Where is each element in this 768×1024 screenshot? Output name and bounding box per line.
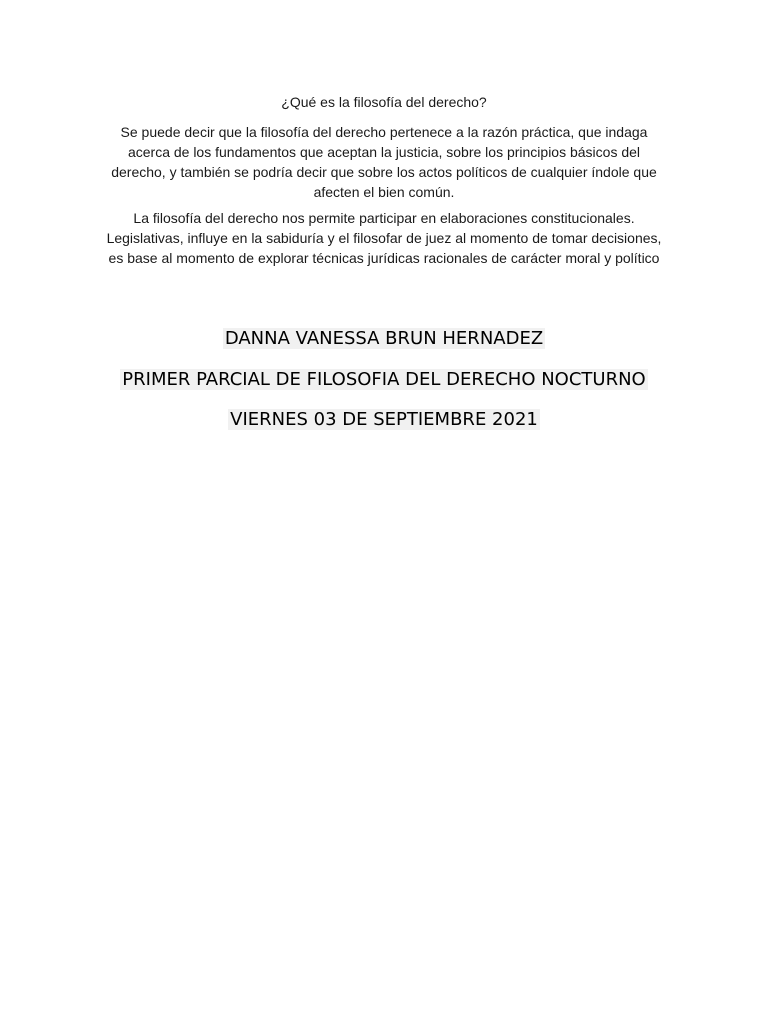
exam-date: VIERNES 03 DE SEPTIEMBRE 2021 — [230, 409, 538, 430]
student-name-line — [0, 327, 768, 351]
exam-title-line — [0, 368, 768, 392]
exam-date-line — [0, 408, 768, 432]
paragraph-1: Se puede decir que la filosofía del derecho pertenece a la razón práctica, que indaga acerca de los fundamentos que aceptan la justicia, sobre los principios básicos del derecho, y también se podría decir que sobre los actos políticos de cualquier índole que afecten el bien común. — [111, 124, 657, 200]
question-heading: ¿Qué es la filosofía del derecho? — [281, 94, 487, 110]
exam-title: PRIMER PARCIAL DE FILOSOFIA DEL DERECHO NOCTURNO — [122, 369, 646, 390]
paragraph-2: La filosofía del derecho nos permite participar en elaboraciones constitucionales. Legislativas, influye en la sabiduría y el filosofar de juez al momento de tomar decisiones, es base al momento de explorar técnicas jurídicas racionales de carácter moral y político — [106, 210, 662, 266]
student-name: DANNA VANESSA BRUN HERNADEZ — [224, 328, 544, 349]
